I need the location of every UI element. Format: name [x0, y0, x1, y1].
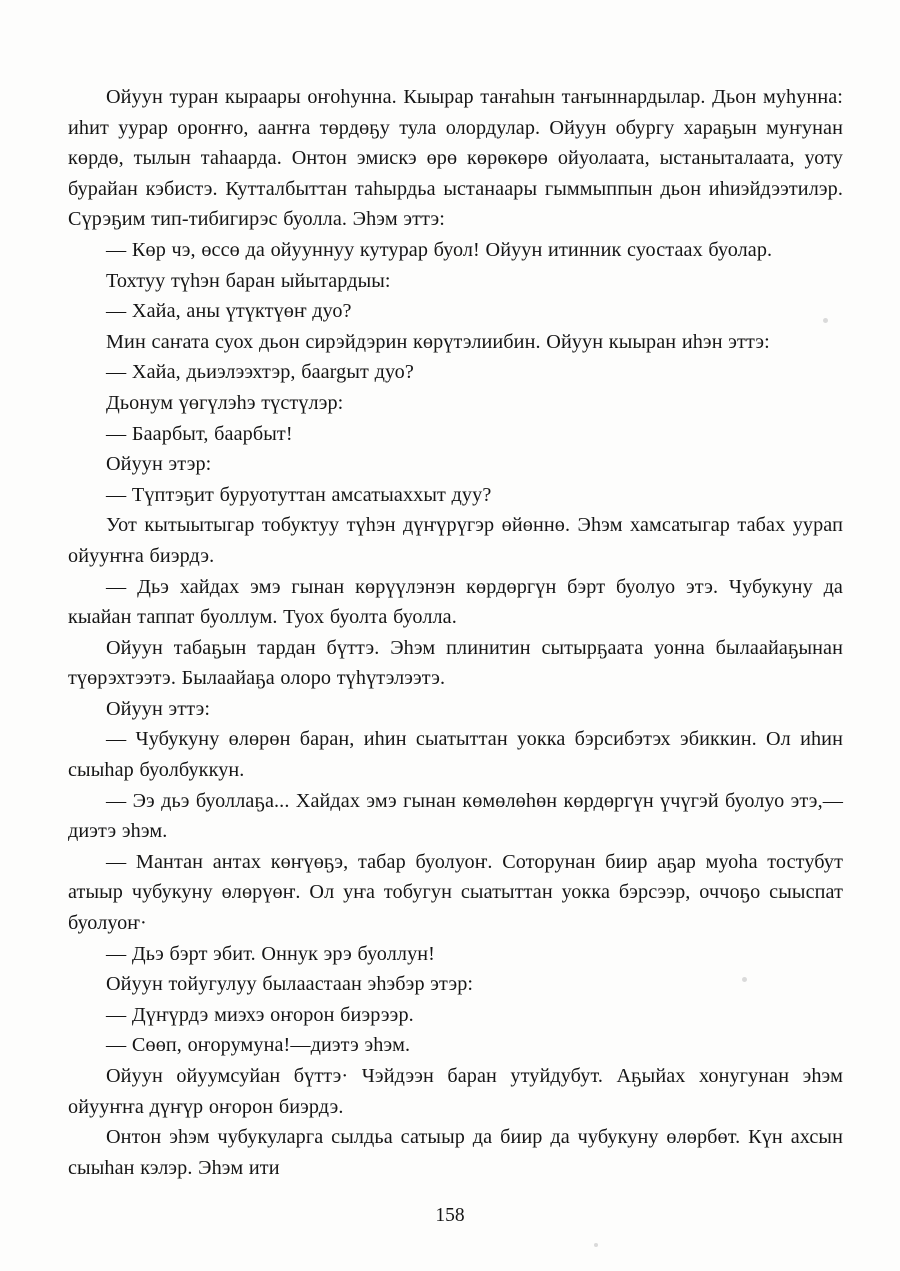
paragraph: Дьонум үөгүлэһэ түстүлэр:: [106, 391, 344, 414]
paragraph: Ойуун табаҕын тардан бүттэ. Эһэм плинитин сытырҕаата уонна былаайаҕынан түөрэхтээтэ. Былаайаҕа олоро түһүтэлээтэ.: [68, 636, 843, 690]
paragraph: — Баарбыт, баарбыт!: [106, 422, 293, 445]
paragraph: Ойуун тойугулуу былаастаан эһэбэр этэр:: [106, 973, 474, 996]
paragraph: Уот кытыытыгар тобуктуу түһэн дүҥүрүгэр өйөннө. Эһэм хамсатыгар табах уурап ойууҥҥа биэрдэ.: [68, 514, 843, 567]
paragraph: — Хайа, аны үтүктүөҥ дуо?: [106, 300, 352, 323]
paragraph: Мин саҥата суох дьон сирэйдэрин көрүтэлиибин. Ойуун кыыран иһэн эттэ:: [106, 330, 770, 353]
paragraph: Ойуун туран кыраары оҥоһунна. Кыырар таҥаһын таҥыннардылар. Дьон муһунна: иһит уурар ороҥҥо, ааҥҥа төрдөҕу тула олордулар. Ойуун обургу хараҕын муҥунан көрдө, тылын таһаарда. Онтон эмискэ өрө көрөкөрө ойуолаата, ыстаныталаата, уоту бурайан кэбистэ. Кутталбыттан таһырдьа ыстанаары гыммыппын дьон иһиэйдээтилэр. Сүрэҕим тип-тибигирэс буолла. Эһэм эттэ:: [68, 86, 843, 231]
paragraph: — Көр чэ, өссө да ойууннуу кутурар буол! Ойуун итинник суостаах буолар.: [106, 238, 773, 261]
paragraph: Тохтуу түһэн баран ыйытардыы:: [106, 269, 391, 292]
paragraph: — Хайа, дьиэлээхтэр, баargыт дуо?: [106, 361, 414, 384]
paragraph: — Ээ дьэ буоллаҕа... Хайдах эмэ гынан көмөлөһөн көрдөргүн үчүгэй буолуо этэ,—диэтэ эһэм.: [68, 789, 843, 843]
scan-speck: [594, 1243, 598, 1247]
page-text-body: [68, 82, 843, 1183]
paragraph: — Чубукуну өлөрөн баран, иһин сыатыттан уокка бэрсибэтэх эбиккин. Ол иһин сыыһар буолбуккун.: [68, 728, 843, 782]
paragraph: Ойуун эттэ:: [106, 697, 211, 720]
paragraph: — Дьэ бэрт эбит. Оннук эрэ буоллун!: [106, 942, 435, 965]
paragraph: — Дьэ хайдах эмэ гынан көрүүлэнэн көрдөргүн бэрт буолуо этэ. Чубукуну да кыайан таппат буоллум. Туох буолта буолла.: [68, 575, 843, 629]
paragraph: Онтон эһэм чубукуларга сылдьа сатыыр да биир да чубукуну өлөрбөт. Күн ахсын сыыһан кэлэр. Эһэм ити: [68, 1126, 843, 1179]
scan-speck: [823, 318, 828, 323]
paragraph: — Сөөп, оҥорумуна!—диэтэ эһэм.: [106, 1034, 411, 1057]
paragraph: — Түптэҕит буруотуттан амсатыаххыт дуу?: [106, 483, 492, 506]
page-number: 158: [435, 1205, 465, 1226]
paragraph: — Мантан антах көҥүөҕэ, табар буолуоҥ. Соторунан биир аҕар муоһа тостубут атыыр чубукуну өлөрүөҥ. Ол уҥа тобугун сыатыттан уокка бэрсээр, оччоҕо сыыспат буолуоҥ·: [68, 850, 843, 935]
paragraph: — Дүҥүрдэ миэхэ оҥорон биэрээр.: [106, 1003, 414, 1026]
paragraph: Ойуун ойуумсуйан бүттэ· Чэйдээн баран утуйдубут. Аҕыйах хонугунан эһэм ойууҥҥа дүҥүр оҥорон биэрдэ.: [68, 1065, 843, 1118]
scan-speck: [742, 977, 747, 982]
paragraph: Ойуун этэр:: [106, 453, 212, 476]
